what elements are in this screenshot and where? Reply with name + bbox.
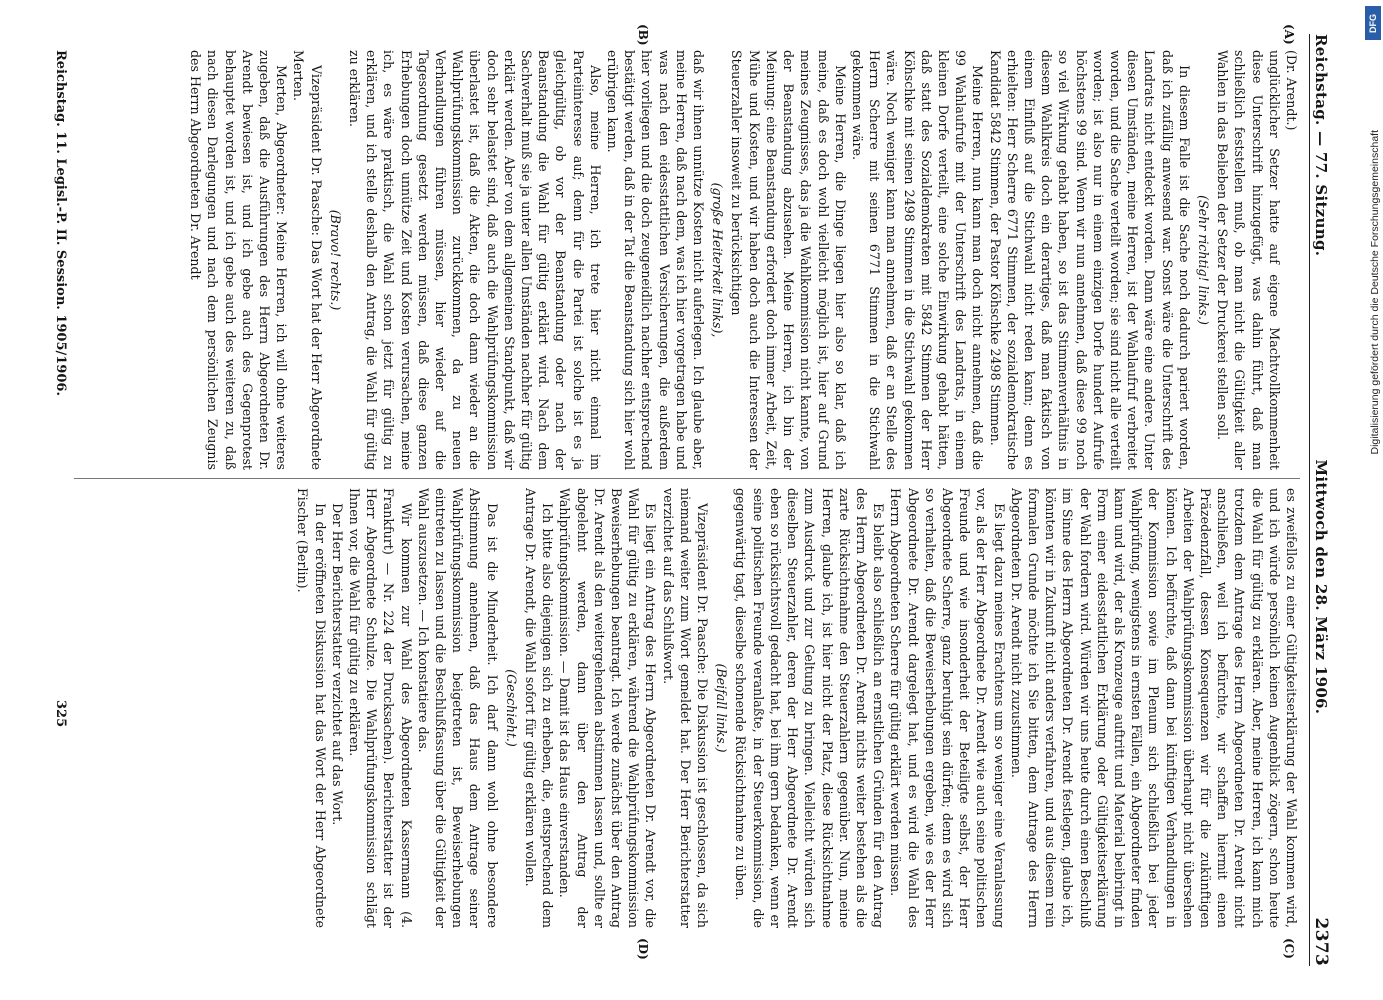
interjection: (große Heiterkeit links), [710, 182, 726, 338]
paragraph: Meine Herren, nun kann man doch nicht annehmen, daß die 99 Wahlaufrufe mit der Unterschrift des Landrats, in einem kleinen Dorfe verteilt, eine solche Einwirkung gehabt hätten, daß statt des Sozialdemokraten mit 5842 Stimmen der Herr Köhschke mit seinen 2498 Stimmen in die Stichwahl gekommen wäre. Noch weniger kann man annehmen, daß er an Stelle des Herrn Scherre mit seinen 6771 Stimmen in die Stichwahl gekommen wäre. [849, 50, 986, 470]
paragraph: In diesem Falle ist die Sache noch dadurch pariert worden, daß ich zufällig anwesend war. Sonst wäre die Unterschrift des Landrats nicht entdeckt worden. Dann wäre eine andere. Unter diesen Umständen, meine Herren, ist der Wahlaufruf verbreitet worden, und die Sache verteilt worden; sie sind nicht alle verteilt worden; ist also nur in einem einzigen Dorfe hundert Aufrufe höchstens 99 sind. Wenn wir nun annehmen, daß diese 99 noch so viel Wirkung gehabt haben, so ist das Stimmenverhältnis in diesem Wahlkreis doch ein derartiges, daß man faktisch von einem Einfluß auf die Stichwahl nicht reden kann; denn es erhielten: Herr Scherre 6771 Stimmen, der sozialdemokratische Kandidat 5842 Stimmen, der Pastor Köhschke 2498 Stimmen. [987, 50, 1192, 470]
marker-b: (B) [636, 24, 650, 46]
paragraph: Das ist die Minderheit. Ich darf dann wohl ohne besondere Abstimmung annehmen, daß das Haus dem Antrage seiner Wahlprüfungskommission beigetreten ist, Beweiserhebungen eintreten zu lassen und die Beschlußfassung über die Gültigkeit der Wahl auszusetzen. — Ich konstatiere das. [415, 488, 500, 928]
dfg-logo [1365, 6, 1381, 40]
dfg-logo-text: DFG [1368, 13, 1378, 33]
marker-a: (A) [1282, 24, 1296, 45]
paragraph: Wir kommen zur Wahl des Abgeordneten Kassermann (4. Frankfurt) — Nr. 224 der Drucksachen). Berichterstatter ist der Herr Abgeordnete Schulze. Die Wahlprüfungskommission schlägt Ihnen vor, die Wahl für gültig zu erklären. [347, 488, 414, 928]
paragraph: Es bleibt also schließlich an ernstlichen Gründen für den Antrag des Herrn Abgeordneten Dr. Arendt nichts weiter bestehen als die zarte Rücksichtnahme den Steuerzahlern gegenüber. Nun, meine Herren, glaube ich, ist hier nicht der Platz, diese Rücksichtnahme zum Ausdruck und zur Geltung zu bringen. Vielleicht würden sich dieselben Steuerzahler, deren der Herr Abgeordnete Dr. Arendt eben so rücksichtsvoll gedacht hat, bei ihm gern bedanken, wenn er seine politischen Freunde veranlaßte, in der Steuerkommission, die gegenwärtig tagt, dieselbe schonende Rücksichtnahme zu üben. [733, 488, 887, 928]
header-left: Reichstag. — 77. Sitzung. [1312, 34, 1330, 257]
interjection: (Geschieht.) [503, 669, 519, 747]
right-column [74, 488, 1300, 928]
marker-c: (C) [1282, 938, 1296, 959]
paragraph: Vizepräsident Dr. Paasche: Das Wort hat der Herr Abgeordnete Merten. [291, 50, 324, 470]
paragraph: unglücklicher Setzer hatte auf eigene Machtvollkommenheit diese Unterschrift hinzugefügt, was dahin führt, daß man schließlich feststellen muß, ob man nicht die Gültigkeit aller Wahlen in das Belieben der Setzer der Druckerei stellen soll. [1215, 50, 1282, 470]
footer-legislature: Reichstag. 11. Legisl.-P. II. Session. 1905/1906. [53, 50, 68, 396]
header-center: Mittwoch den 28. März 1906. [1312, 459, 1330, 715]
footer-sheet-number: 325 [53, 700, 68, 728]
page-header [1309, 34, 1332, 966]
paragraph: es zweifellos zu einer Gültigkeitserklärung der Wahl kommen wird, und ich würde persönlich keinen Augenblick zögern, schon heute die Wahl für gültig zu erklären. Aber, meine Herren, ich kann mich trotzdem dem Antrage des Herrn Abgeordneten Dr. Arendt nicht anschließen, weil ich befürchte, wir schaffen hiermit einen Präzedenzfall, dessen Konsequenzen wir für die zukünftigen Arbeiten der Wahlprüfungskommission überhaupt nicht übersehen können. Ich befürchte, daß dann bei künftigen Verhandlungen in der Kommission sowie im Plenum sich schließlich bei jeder Wahlprüfung, wenigstens in ernsten Fällen, ein Abgeordneter finden kann und wird, der als Kronzeuge auftritt und Material beibringt in Form einer eidesstattlichen Erklärung oder Gültigkeitserklärung der Wahl fordern wird. Würden wir uns heute durch einen Beschluß im Sinne des Herrn Abgeordneten Dr. Arendt festlegen, glaube ich, könnten wir in Zukunft nicht anders verfahren, und aus diesem rein formalen Grunde möchte ich Sie bitten, dem Antrage des Herrn Abgeordneten Dr. Arendt nicht zuzustimmen. [1008, 488, 1299, 928]
paragraph: In der eröffneten Diskussion hat das Wort der Herr Abgeordnete Fischer (Berlin). [295, 488, 328, 928]
speaker-continuation: (Dr. Arendt.) [1284, 50, 1299, 131]
paragraph: Also, meine Herren, ich trete hier nicht einmal im Parteiinteresse auf; denn für die Partei ist solche ist es ja gleichgültig, ob vor der Beanstandung oder nach der Beanstandung die Wahl für gültig erklärt wird. Nach dem Sachverhalt muß sie ja unter allen Umständen nachher für gültig erklärt werden. Aber von dem allgemeinen Standpunkt, daß wir doch sehr belastet sind, daß auch die Wahlprüfungskommission überlastet ist, daß die Akten, die doch dann wieder an die Wahlprüfungskommission zurückkommen, da zu neuen Verhandlungen führen müssen, hier wieder auf die Tagesordnung gesetzt werden müssen, daß diese ganzen Erhebungen doch unnütze Zeit und Kosten verursachen, meine ich, es wäre praktisch, die Wahl schon jetzt für gültig zu erklären, und ich stelle deshalb den Antrag, die Wahl für gültig zu erklären. [347, 50, 603, 470]
paragraph: Es liegt ein Antrag des Herrn Abgeordneten Dr. Arendt vor, die Wahl für gültig zu erklären, während die Wahlprüfungskommission Beweiserhebungen beantragt. Ich werde zunächst über den Antrag Dr. Arendt als den weitergehenden abstimmen lassen und, sollte er abgelehnt werden, dann über den Antrag der Wahlprüfungskommission. — Damit ist das Haus einverstanden. [557, 488, 659, 928]
paragraph: Ich bitte also diejenigen sich zu erheben, die, entsprechend dem Antrage Dr. Arendt, die Wahl sofort für gültig erklären wollen. [523, 488, 556, 928]
paragraph: Meine Herren, die Dinge liegen hier also so klar, daß ich meine, daß es doch wohl vielleicht möglich ist, hier auf Grund meines Zeugnisses, das ja die Wahlkommission nicht kannte, von der Beanstandung abzusehen. Meine Herren, ich bin der Meinung: eine Beanstandung erfordert doch immer Arbeit, Zeit, Mühe und Kosten, und wir haben doch auch die Interessen der Steuerzahler insoweit zu berücksichtigen [729, 50, 848, 470]
page-footer [50, 50, 68, 950]
page-number: 2373 [1311, 917, 1331, 966]
paragraph: Es liegt dazu meines Erachtens um so weniger eine Veranlassung vor, als der Herr Abgeordnete Dr. Arendt wie auch seine politischen Freunde und wie insonderheit der Beteiligte selbst, der Herr Abgeordnete Scherre, ganz beruhigt sein dürfen; denn es wird sich so verhalten, daß die Beweiserhebungen ergeben, wie es der Herr Abgeordnete Dr. Arendt dargelegt hat, und es wird die Wahl des Herrn Abgeordneten Scherre für gültig erklärt werden müssen. [888, 488, 1007, 928]
rotated-page-content [40, 20, 1340, 980]
digitization-credit: Digitalisierung gefördert durch die Deutsche Forschungsgemeinschaft [1369, 130, 1381, 455]
paragraph: Vizepräsident Dr. Paasche: Die Diskussion ist geschlossen, da sich niemand weiter zum Wort gemeldet hat. Der Herr Berichterstatter verzichtet auf das Schlußwort. [660, 488, 711, 928]
scanned-page [40, 20, 1340, 980]
paragraph: Merten, Abgeordneter: Meine Herren, ich will ohne weiteres zugeben, daß die Ausführungen des Herrn Abgeordneten Dr. Arendt bewiesen ist, und ich gebe auch des Gegenprotest behauptet worden ist, und ich gebe auch des weiteren zu, daß nach diesen Darlegungen und nach dem persönlichen Zeugnis des Herrn Abgeordneten Dr. Arendt [188, 50, 290, 470]
interjection: (Bravo! rechts.) [327, 209, 343, 311]
paragraph: Der Herr Berichterstatter verzichtet auf das Wort. [329, 503, 345, 826]
column-divider [74, 478, 1300, 479]
left-column [74, 50, 1300, 470]
paragraph: daß wir ihnen unnütze Kosten nicht auferlegen. Ich glaube aber, meine Herren, daß nach dem, was ich hier vorgetragen habe und was nach den eidesstattlichen Versicherungen, die außerdem hier vorliegen und die doch zeugeneidlich nachher entsprechend bestätigt werden, daß in der Tat die Beanstandung sich hier wohl erübrigen kann. [605, 50, 707, 470]
marker-d: (D) [636, 938, 650, 960]
interjection: (Sehr richtig! links.) [1195, 195, 1211, 325]
interjection: (Beifall links.) [714, 663, 730, 753]
